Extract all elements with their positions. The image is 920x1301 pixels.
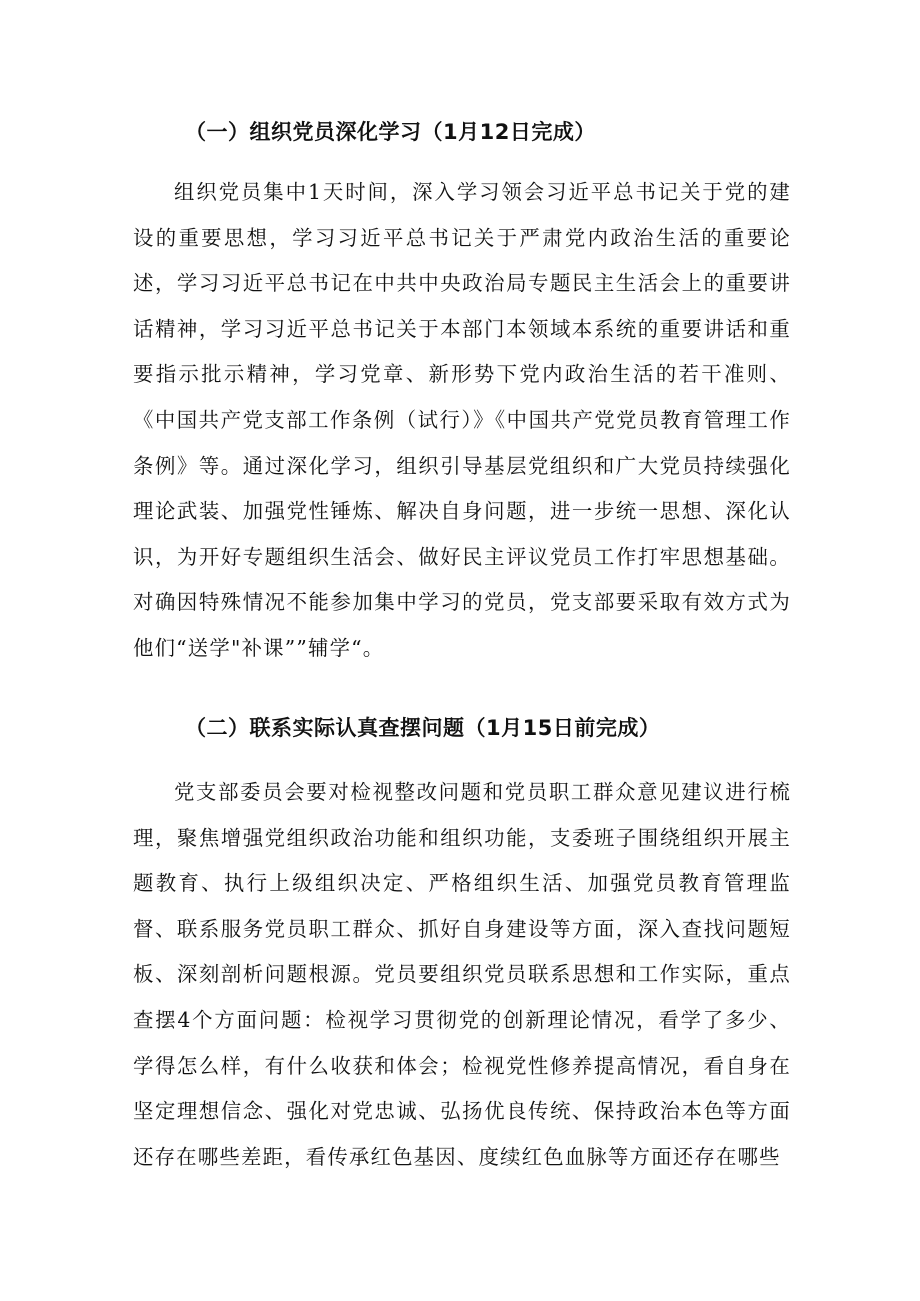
section-body-2: 党支部委员会要对检视整改问题和党员职工群众意见建议进行梳理，聚焦增强党组织政治功能和组织功能，支委班子围绕组织开展主题教育、执行上级组织决定、严格组织生活、加强党员教育管理监督、联系服务党员职工群众、抓好自身建设等方面，深入查找问题短板、深刻剖析问题根源。党员要组织党员联系思想和工作实际，重点查摆4个方面问题：检视学习贯彻党的创新理论情况，看学了多少、学得怎么样，有什么收获和体会；检视党性修养提高情况，看自身在坚定理想信念、强化对党忠诚、弘扬优良传统、保持政治本色等方面还存在哪些差距，看传承红色基因、度续红色血脉等方面还存在哪些 <box>133 780 791 1169</box>
section-heading-2: （二）联系实际认真查摆问题（1月15日前完成） <box>185 716 661 740</box>
section-body-1: 组织党员集中1天时间，深入学习领会习近平总书记关于党的建设的重要思想，学习习近平总书记关于严肃党内政治生活的重要论述，学习习近平总书记在中共中央政治局专题民主生活会上的重要讲话精神，学习习近平总书记关于本部门本领域本系统的重要讲话和重要指示批示精神，学习党章、新形势下党内政治生活的若干准则、《中国共产党支部工作条例（试行）》《中国共产党党员教育管理工作条例》等。通过深化学习，组织引导基层党组织和广大党员持续强化理论武装、加强党性锤炼、解决自身问题，进一步统一思想、深化认识，为开好专题组织生活会、做好民主评议党员工作打牢思想基础。对确因特殊情况不能参加集中学习的党员，党支部要采取有效方式为他们“送学"补课””辅学“。 <box>133 180 791 660</box>
section-heading-1: （一）组织党员深化学习（1月12日完成） <box>185 120 596 144</box>
